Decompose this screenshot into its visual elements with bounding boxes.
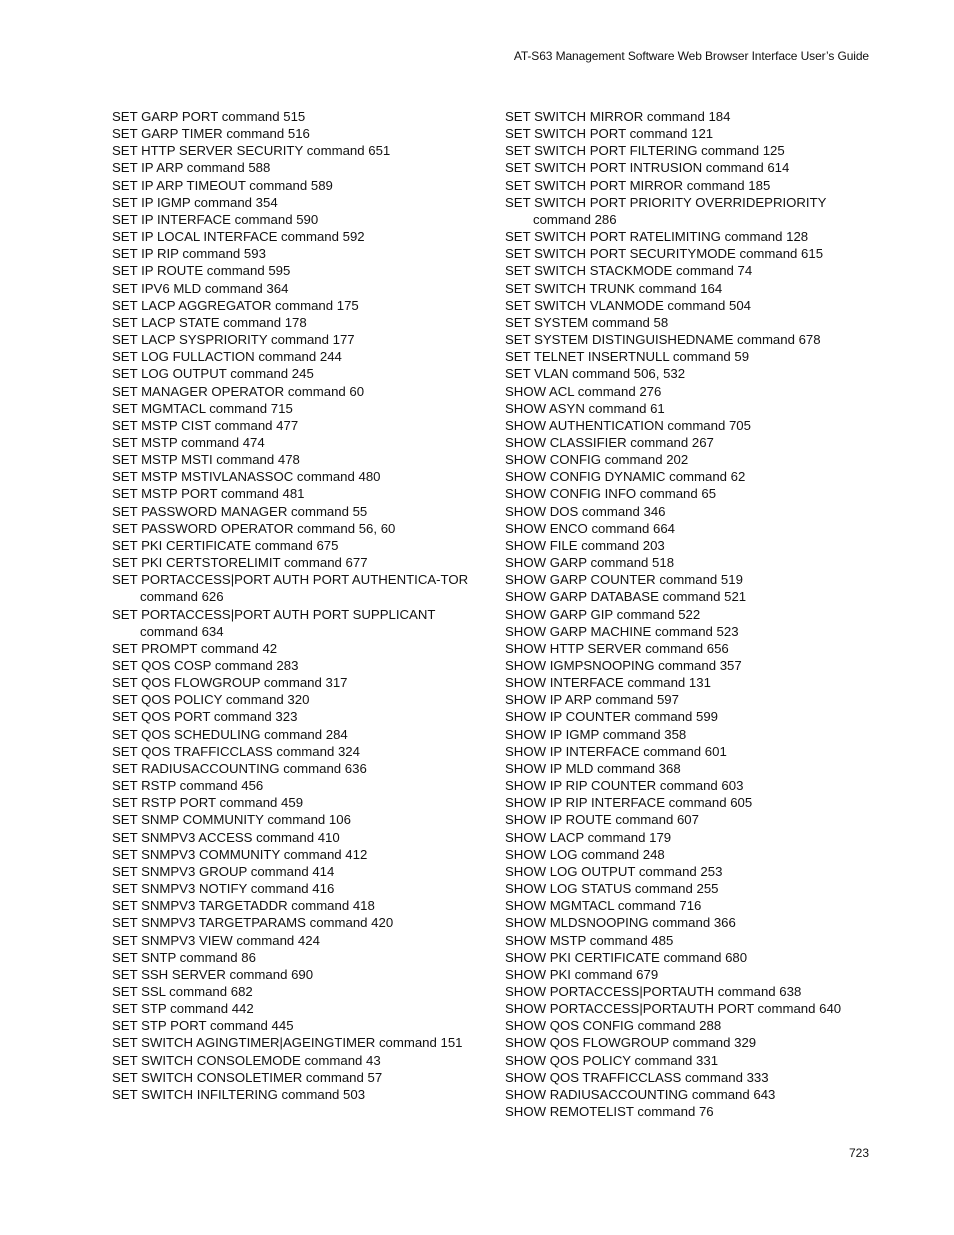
index-entry: SET SWITCH CONSOLETIMER command 57 bbox=[112, 1069, 383, 1085]
index-entry: SET SWITCH INFILTERING command 503 bbox=[112, 1086, 366, 1102]
index-entry: SHOW DOS command 346 bbox=[505, 503, 666, 519]
index-entry: SHOW PORTACCESS|PORTAUTH PORT command 640 bbox=[505, 1001, 842, 1017]
index-entry: SET TELNET INSERTNULL command 59 bbox=[505, 349, 750, 365]
index-entry: SET GARP TIMER command 516 bbox=[112, 126, 310, 142]
index-entry: SET IP IGMP command 354 bbox=[112, 194, 278, 210]
index-entry: SET QOS SCHEDULING command 284 bbox=[112, 726, 348, 742]
index-entry: SET IP LOCAL INTERFACE command 592 bbox=[112, 229, 365, 245]
index-entry: SET SYSTEM DISTINGUISHEDNAME command 678 bbox=[505, 332, 821, 348]
index-entry: SET SNMPV3 TARGETPARAMS command 420 bbox=[112, 915, 394, 931]
index-entry: SHOW REMOTELIST command 76 bbox=[505, 1104, 714, 1120]
index-entry: SHOW CONFIG command 202 bbox=[505, 452, 689, 468]
index-entry: SET SNMPV3 ACCESS command 410 bbox=[112, 829, 340, 845]
index-entry: SET PROMPT command 42 bbox=[112, 640, 278, 656]
index-entry: SET SWITCH PORT MIRROR command 185 bbox=[505, 177, 771, 193]
index-entry: SET SNMPV3 COMMUNITY command 412 bbox=[112, 846, 368, 862]
index-entry: SET SWITCH STACKMODE command 74 bbox=[505, 263, 753, 279]
index-entry: SET QOS FLOWGROUP command 317 bbox=[112, 675, 348, 691]
index-entry: SET PASSWORD MANAGER command 55 bbox=[112, 503, 368, 519]
index-entry: SET LACP SYSPRIORITY command 177 bbox=[112, 332, 355, 348]
index-entry: SET LACP AGGREGATOR command 175 bbox=[112, 297, 359, 313]
index-entry: SET STP command 442 bbox=[112, 1001, 254, 1017]
index-entry: SHOW AUTHENTICATION command 705 bbox=[505, 417, 751, 433]
index-entry: SHOW GARP COUNTER command 519 bbox=[505, 572, 743, 588]
index-entry: SHOW QOS TRAFFICCLASS command 333 bbox=[505, 1069, 769, 1085]
index-entry: SET HTTP SERVER SECURITY command 651 bbox=[112, 143, 391, 159]
index-entry: SET SWITCH PORT SECURITYMODE command 615 bbox=[505, 246, 824, 262]
index-column-left bbox=[112, 108, 482, 1103]
index-entry: SHOW LACP command 179 bbox=[505, 829, 672, 845]
index-entry: SET RSTP command 456 bbox=[112, 778, 264, 794]
index-entry: SET QOS PORT command 323 bbox=[112, 709, 298, 725]
index-entry: SHOW GARP MACHINE command 523 bbox=[505, 623, 739, 639]
index-entry: SHOW ACL command 276 bbox=[505, 383, 662, 399]
index-entry: SHOW HTTP SERVER command 656 bbox=[505, 640, 729, 656]
index-entry: SET SWITCH MIRROR command 184 bbox=[505, 109, 731, 124]
index-entry: SET PASSWORD OPERATOR command 56, 60 bbox=[112, 520, 396, 536]
index-entry: SET MSTP CIST command 477 bbox=[112, 417, 299, 433]
index-entry: SHOW IP INTERFACE command 601 bbox=[505, 743, 727, 759]
index-entry: SET SWITCH PORT command 121 bbox=[505, 126, 714, 142]
index-entry: SET RSTP PORT command 459 bbox=[112, 795, 304, 811]
index-entry: SHOW LOG STATUS command 255 bbox=[505, 881, 719, 897]
page-number: 723 bbox=[848, 1146, 869, 1160]
index-entry: SET IP ROUTE command 595 bbox=[112, 263, 291, 279]
index-entry: SHOW MGMTACL command 716 bbox=[505, 898, 702, 914]
index-entry: SET IPV6 MLD command 364 bbox=[112, 280, 289, 296]
index-entry: SET SWITCH PORT INTRUSION command 614 bbox=[505, 160, 790, 176]
index-entry: SET MGMTACL command 715 bbox=[112, 400, 293, 416]
index-entry: SHOW IP MLD command 368 bbox=[505, 760, 681, 776]
index-entry: SHOW MSTP command 485 bbox=[505, 932, 674, 948]
index-entry: SET SWITCH PORT RATELIMITING command 128 bbox=[505, 229, 809, 245]
index-entry: SHOW IGMPSNOOPING command 357 bbox=[505, 658, 742, 673]
index-entry: SET VLAN command 506, 532 bbox=[505, 366, 686, 382]
index-entry: SET LOG OUTPUT command 245 bbox=[112, 366, 314, 382]
index-entry: SET PORTACCESS|PORT AUTH PORT AUTHENTICA-TOR command 626 bbox=[112, 572, 469, 605]
index-entry: SHOW CLASSIFIER command 267 bbox=[505, 434, 714, 450]
index-entry: SHOW QOS POLICY command 331 bbox=[505, 1052, 719, 1068]
index-entry: SET SWITCH VLANMODE command 504 bbox=[505, 297, 751, 313]
index-entry: SHOW IP COUNTER command 599 bbox=[505, 709, 719, 725]
index-entry: SHOW INTERFACE command 131 bbox=[505, 675, 711, 691]
index-entry: SET SNMPV3 VIEW command 424 bbox=[112, 932, 320, 948]
index-entry: SHOW PKI CERTIFICATE command 680 bbox=[505, 949, 748, 965]
index-entry: SHOW ASYN command 61 bbox=[505, 400, 665, 416]
index-entry: SET SWITCH PORT PRIORITY OVERRIDEPRIORITY command 286 bbox=[505, 194, 827, 227]
index-entry: SET SNMPV3 NOTIFY command 416 bbox=[112, 881, 335, 897]
index-entry: SHOW ENCO command 664 bbox=[505, 520, 676, 536]
index-entry: SET SWITCH CONSOLEMODE command 43 bbox=[112, 1052, 381, 1068]
index-entry: SET MSTP PORT command 481 bbox=[112, 486, 305, 502]
index-entry: SHOW GARP command 518 bbox=[505, 555, 675, 571]
index-entry: SET SSH SERVER command 690 bbox=[112, 966, 314, 982]
index-entry: SET PORTACCESS|PORT AUTH PORT SUPPLICANT command 634 bbox=[112, 606, 436, 639]
index-entry: SHOW CONFIG INFO command 65 bbox=[505, 486, 717, 502]
index-entry: SHOW QOS FLOWGROUP command 329 bbox=[505, 1035, 757, 1051]
index-entry: SHOW QOS CONFIG command 288 bbox=[505, 1018, 722, 1034]
index-entry: SET SNTP command 86 bbox=[112, 949, 256, 965]
index-entry: SET LOG FULLACTION command 244 bbox=[112, 349, 342, 365]
index-entry: SET SWITCH AGINGTIMER|AGEINGTIMER command 151 bbox=[112, 1035, 463, 1051]
index-entry: SHOW PORTACCESS|PORTAUTH command 638 bbox=[505, 983, 802, 999]
index-entry: SET PKI CERTSTORELIMIT command 677 bbox=[112, 555, 368, 571]
index-entry: SET QOS COSP command 283 bbox=[112, 658, 299, 673]
index-entry: SET RADIUSACCOUNTING command 636 bbox=[112, 760, 367, 776]
index-entry: SHOW RADIUSACCOUNTING command 643 bbox=[505, 1086, 776, 1102]
index-entry: SHOW LOG OUTPUT command 253 bbox=[505, 863, 723, 879]
index-entry: SET IP RIP command 593 bbox=[112, 246, 266, 262]
index-entry: SHOW CONFIG DYNAMIC command 62 bbox=[505, 469, 746, 485]
index-entry: SHOW IP RIP INTERFACE command 605 bbox=[505, 795, 753, 811]
index-entry: SHOW LOG command 248 bbox=[505, 846, 665, 862]
index-entry: SHOW FILE command 203 bbox=[505, 537, 665, 553]
index-entry: SET SNMPV3 TARGETADDR command 418 bbox=[112, 898, 375, 914]
index-entry: SET MANAGER OPERATOR command 60 bbox=[112, 383, 365, 399]
index-entry: SET IP INTERFACE command 590 bbox=[112, 211, 319, 227]
index-column-right bbox=[505, 108, 875, 1120]
index-entry: SHOW MLDSNOOPING command 366 bbox=[505, 915, 736, 931]
index-entry: SET QOS TRAFFICCLASS command 324 bbox=[112, 743, 360, 759]
index-entry: SET MSTP command 474 bbox=[112, 434, 265, 450]
index-entry: SET IP ARP command 588 bbox=[112, 160, 271, 176]
index-entry: SET SYSTEM command 58 bbox=[505, 314, 669, 330]
index-entry: SET STP PORT command 445 bbox=[112, 1018, 294, 1034]
index-entry: SET SWITCH TRUNK command 164 bbox=[505, 280, 723, 296]
index-entry: SHOW GARP DATABASE command 521 bbox=[505, 589, 747, 605]
index-entry: SET GARP PORT command 515 bbox=[112, 109, 306, 124]
index-entry: SET PKI CERTIFICATE command 675 bbox=[112, 537, 339, 553]
index-entry: SET SNMP COMMUNITY command 106 bbox=[112, 812, 351, 828]
index-entry: SET LACP STATE command 178 bbox=[112, 314, 307, 330]
running-header: AT-S63 Management Software Web Browser Interface User’s Guide bbox=[513, 49, 869, 63]
index-entry: SET SNMPV3 GROUP command 414 bbox=[112, 863, 335, 879]
index-entry: SET QOS POLICY command 320 bbox=[112, 692, 310, 708]
index-entry: SET SWITCH PORT FILTERING command 125 bbox=[505, 143, 785, 159]
index-entry: SET IP ARP TIMEOUT command 589 bbox=[112, 177, 333, 193]
index-entry: SHOW IP RIP COUNTER command 603 bbox=[505, 778, 744, 794]
index-entry: SET MSTP MSTIVLANASSOC command 480 bbox=[112, 469, 381, 485]
index-entry: SHOW IP ROUTE command 607 bbox=[505, 812, 699, 828]
index-entry: SHOW GARP GIP command 522 bbox=[505, 606, 701, 622]
index-entry: SHOW PKI command 679 bbox=[505, 966, 659, 982]
index-entry: SET MSTP MSTI command 478 bbox=[112, 452, 300, 468]
index-entry: SHOW IP IGMP command 358 bbox=[505, 726, 687, 742]
index-entry: SHOW IP ARP command 597 bbox=[505, 692, 679, 708]
index-entry: SET SSL command 682 bbox=[112, 983, 253, 999]
